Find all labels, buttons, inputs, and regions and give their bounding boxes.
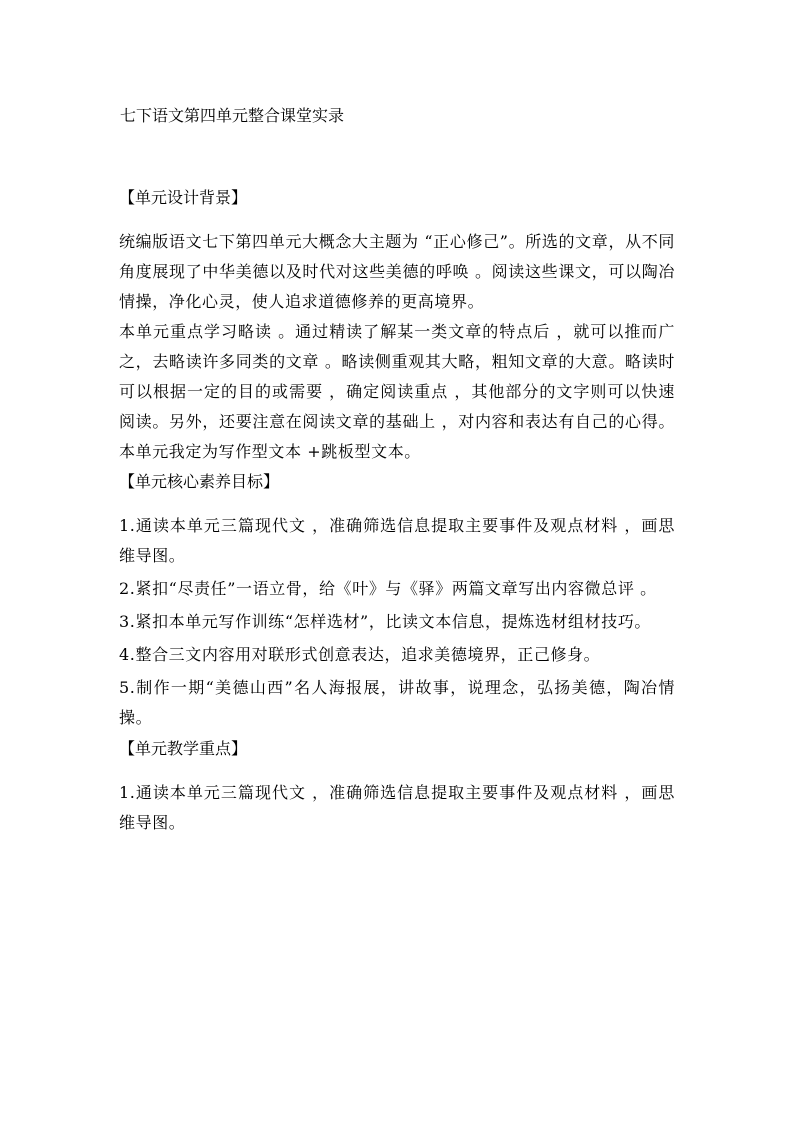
goal-item-5: 5.制作一期“美德山西”名人海报展，讲故事，说理念，弘扬美德，陶冶情操。 xyxy=(119,678,675,727)
section-heading-focus: 【单元教学重点】 xyxy=(119,739,248,758)
goal-item-4: 4.整合三文内容用对联形式创意表达，追求美德境界，正己修身。 xyxy=(119,645,601,664)
goal-item-2: 2.紧扣“尽责任”一语立骨，给《叶》与《驿》两篇文章写出内容微总评 。 xyxy=(119,579,657,598)
background-paragraph-2: 本单元重点学习略读 。通过精读了解某一类文章的特点后 ，就可以推而广之，去略读许多同类的文章 。略读侧重观其大略，粗知文章的大意。略读时可以根据一定的目的或需要 ，确定阅读重点 ，其他部分的文字则可以快速阅读。另外，还要注意在阅读文章的基础上 ，对内容和表达有自己的心得。本单元我定为写作型文本 +跳板型文本。 xyxy=(119,322,675,461)
document-body xyxy=(119,186,675,838)
background-paragraph-1: 统编版语文七下第四单元大概念大主题为 “正心修己”。所选的文章，从不同角度展现了中华美德以及时代对这些美德的呼唤 。阅读这些课文，可以陶冶情操，净化心灵，使人追求道德修养的更高境界。 xyxy=(119,232,675,311)
goal-item-3: 3.紧扣本单元写作训练“怎样选材”，比读文本信息，提炼选材组材技巧。 xyxy=(119,612,652,631)
section-heading-background: 【单元设计背景】 xyxy=(119,188,248,207)
goal-item-1: 1.通读本单元三篇现代文 ，准确筛选信息提取主要事件及观点材料 ，画思维导图。 xyxy=(119,516,675,565)
section-heading-goals: 【单元核心素养目标】 xyxy=(119,472,280,491)
focus-item-1: 1.通读本单元三篇现代文 ，准确筛选信息提取主要事件及观点材料 ，画思维导图。 xyxy=(119,783,675,832)
document-title: 七下语文第四单元整合课堂实录 xyxy=(120,106,345,125)
